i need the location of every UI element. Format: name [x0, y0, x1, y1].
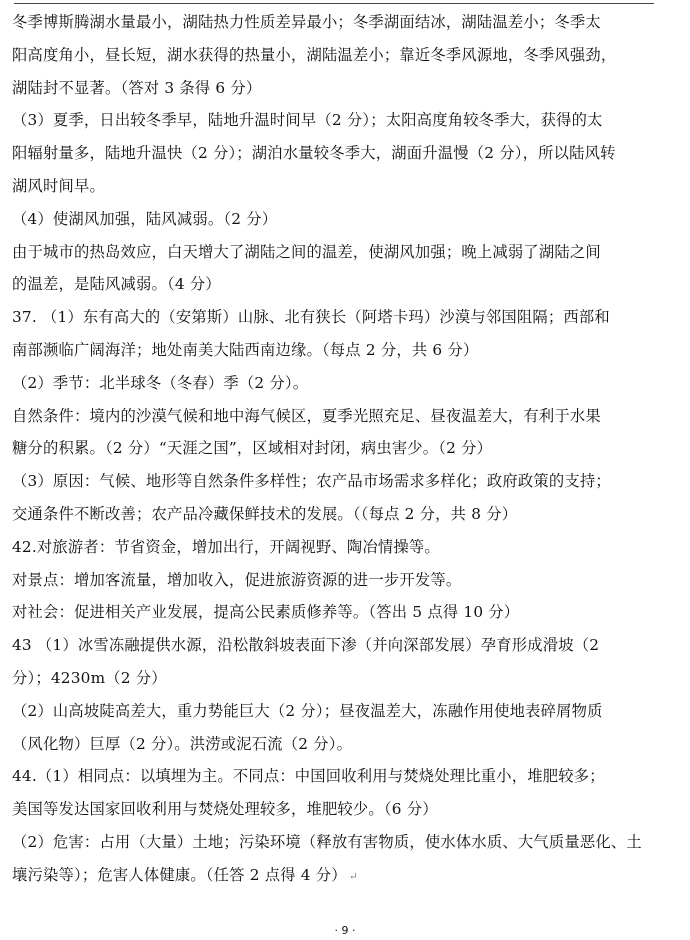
- text-line-last: [12, 859, 688, 892]
- text-line-content: 壤污染等）；危害人体健康。（任答 2 点得 4 分）: [12, 865, 347, 884]
- text-line: 对社会：促进相关产业发展，提高公民素质修养等。（答出 5 点得 10 分）: [12, 603, 520, 622]
- text-line: （2）山高坡陡高差大，重力势能巨大（2 分）；昼夜温差大，冻融作用使地表碎屑物质: [12, 701, 603, 720]
- text-line: 对景点：增加客流量，增加收入，促进旅游资源的进一步开发等。: [12, 570, 462, 589]
- text-line: 37. （1）东有高大的（安第斯）山脉、北有狭长（阿塔卡玛）沙漠与邻国阻隔；西部和: [12, 308, 610, 327]
- text-line: 湖风时间早。: [12, 176, 105, 195]
- text-line: 冬季博斯腾湖水量最小，湖陆热力性质差异最小；冬季湖面结冰，湖陆温差小；冬季太: [12, 13, 601, 31]
- header-rule: [14, 3, 654, 4]
- text-line: （3）夏季，日出较冬季早，陆地升温时间早（2 分）；太阳高度角较冬季大，获得的太: [12, 111, 603, 130]
- text-line: 自然条件：境内的沙漠气候和地中海气候区，夏季光照充足、昼夜温差大，有利于水果: [12, 406, 601, 425]
- text-line: （4）使湖风加强，陆风减弱。（2 分）: [12, 209, 278, 228]
- text-line: 糖分的积累。（2 分）“天涯之国”，区域相对封闭，病虫害少。（2 分）: [12, 439, 493, 458]
- text-line: 美国等发达国家回收利用与焚烧处理较多，堆肥较少。（6 分）: [12, 800, 438, 819]
- page-number: · 9 ·: [334, 924, 356, 937]
- text-line: （3）原因：气候、地形等自然条件多样性；农产品市场需求多样化；政府政策的支持；: [12, 472, 611, 491]
- text-line: （2）季节：北半球冬（冬春）季（2 分）。: [12, 373, 309, 392]
- text-line: 阳辐射量多，陆地升温快（2 分）；湖泊水量较冬季大，湖面升温慢（2 分），所以陆风转: [12, 144, 616, 163]
- text-line: （2）危害：占用（大量）土地；污染环境（释放有害物质，使水体水质、大气质量恶化、土: [12, 832, 642, 851]
- paragraph-return-mark: ↵: [348, 869, 359, 883]
- text-line: 44.（1）相同点：以填埋为主。不同点：中国回收利用与焚烧处理比重小，堆肥较多；: [12, 767, 605, 786]
- text-line: 阳高度角小，昼长短，湖水获得的热量小，湖陆温差小；靠近冬季风源地，冬季风强劲，: [12, 45, 617, 64]
- text-line: 42.对旅游者：节省资金，增加出行，开阔视野、陶冶情操等。: [12, 537, 440, 556]
- text-line: 由于城市的热岛效应，白天增大了湖陆之间的温差，使湖风加强；晚上减弱了湖陆之间: [12, 242, 601, 261]
- text-line: （风化物）巨厚（2 分）。洪涝或泥石流（2 分）。: [12, 734, 353, 753]
- text-line: 43 （1）冰雪冻融提供水源，沿松散斜坡表面下渗（并向深部发展）孕育形成滑坡（2: [12, 636, 600, 655]
- text-line: 分）；4230m（2 分）: [12, 668, 167, 687]
- text-line: 南部濒临广阔海洋；地处南美大陆西南边缘。（每点 2 分，共 6 分）: [12, 340, 479, 359]
- text-line: 交通条件不断改善；农产品冷藏保鲜技术的发展。（（每点 2 分，共 8 分）: [12, 504, 518, 523]
- text-line: 的温差，是陆风减弱。（4 分）: [12, 275, 221, 294]
- document-body: [12, 6, 688, 892]
- text-line: 湖陆封不显著。（答对 3 条得 6 分）: [12, 78, 262, 97]
